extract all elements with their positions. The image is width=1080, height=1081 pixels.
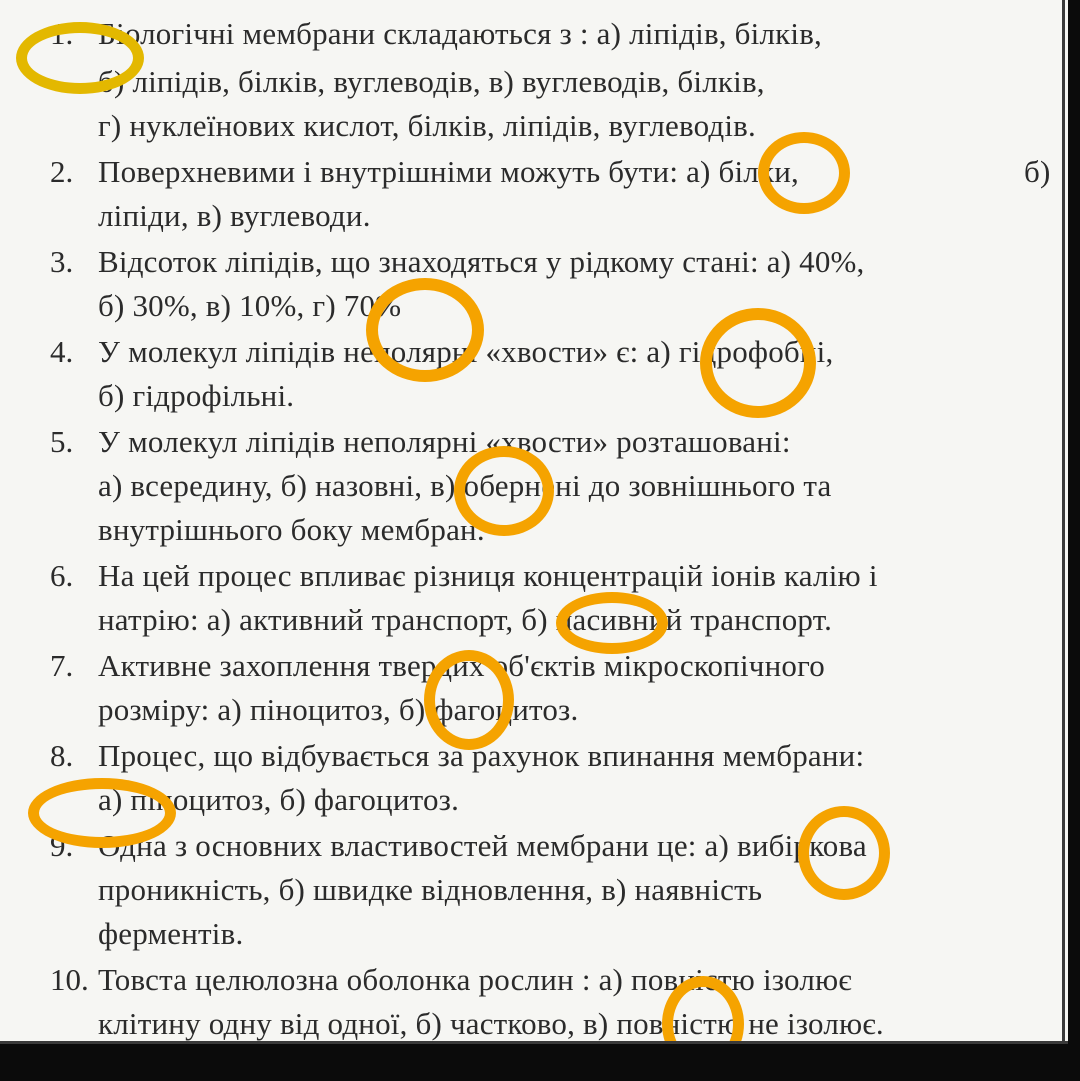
question-4-number: 4.	[50, 334, 74, 369]
question-1-line-1: Біологічні мембрани складаються з : а) ліпідів, білків,	[98, 16, 822, 51]
table-border-right	[1062, 0, 1065, 1044]
answer-mark-q8	[28, 778, 176, 848]
question-6-line-1: На цей процес впливає різниця концентрацій іонів калію і	[98, 558, 878, 593]
question-8-line-1: Процес, що відбувається за рахунок впинання мембрани:	[98, 738, 865, 773]
answer-mark-q6	[556, 592, 668, 654]
answer-mark-q1	[16, 22, 144, 94]
question-10-number: 10.	[50, 962, 89, 997]
answer-mark-q5	[454, 446, 554, 536]
question-3-line-2: б) 30%, в) 10%, г) 70%	[98, 288, 402, 323]
question-2-number: 2.	[50, 154, 74, 189]
question-9-line-2: проникність, б) швидке відновлення, в) наявність	[98, 872, 763, 907]
answer-mark-q7	[424, 650, 514, 750]
question-3-number: 3.	[50, 244, 74, 279]
question-8-number: 8.	[50, 738, 74, 773]
question-6-line-2: натрію: а) активний транспорт, б) пасивний транспорт.	[98, 602, 833, 637]
question-8-line-2: а) піноцитоз, б) фагоцитоз.	[98, 782, 460, 817]
question-5-line-2: а) всередину, б) назовні, в) обернені до зовнішнього та	[98, 468, 832, 503]
question-5-line-1: У молекул ліпідів неполярні «хвости» розташовані:	[98, 424, 791, 459]
question-3-line-1: Відсоток ліпідів, що знаходяться у рідкому стані: а) 40%,	[98, 244, 865, 279]
answer-mark-q4	[700, 308, 816, 418]
question-1-line-2: б) ліпідів, білків, вуглеводів, в) вуглеводів, білків,	[98, 64, 765, 99]
question-2-option-b: б)	[1024, 154, 1051, 189]
question-7-line-2: розміру: а) піноцитоз, б) фагоцитоз.	[98, 692, 579, 727]
question-4-line-2: б) гідрофільні.	[98, 378, 295, 413]
question-7-line-1: Активне захоплення твердих об'єктів мікроскопічного	[98, 648, 825, 683]
question-5-line-3: внутрішнього боку мембран.	[98, 512, 485, 547]
question-1-number: 1.	[50, 16, 74, 51]
question-10-line-1: Товста целюлозна оболонка рослин : а) повністю ізолює	[98, 962, 852, 997]
question-2-line-1: Поверхневими і внутрішніми можуть бути: а) білки,	[98, 154, 799, 189]
question-2-line-2: ліпіди, в) вуглеводи.	[98, 198, 371, 233]
question-10-line-2: клітину одну від одної, б) частково, в) повністю не ізолює.	[98, 1006, 884, 1041]
question-4-line-1: У молекул ліпідів неполярні «хвости» є: а) гідрофобні,	[98, 334, 834, 369]
answer-mark-q3	[366, 278, 484, 382]
question-7-number: 7.	[50, 648, 74, 683]
table-border-bottom	[0, 1041, 1068, 1044]
question-5-number: 5.	[50, 424, 74, 459]
question-9-line-3: ферментів.	[98, 916, 244, 951]
question-1-line-3: г) нуклеїнових кислот, білків, ліпідів, вуглеводів.	[98, 108, 756, 143]
answer-mark-q2	[758, 132, 850, 214]
answer-mark-q9	[798, 806, 890, 900]
question-9-line-1: Одна з основних властивостей мембрани це: а) вибіркова	[98, 828, 867, 863]
question-9-number: 9.	[50, 828, 74, 863]
question-6-number: 6.	[50, 558, 74, 593]
